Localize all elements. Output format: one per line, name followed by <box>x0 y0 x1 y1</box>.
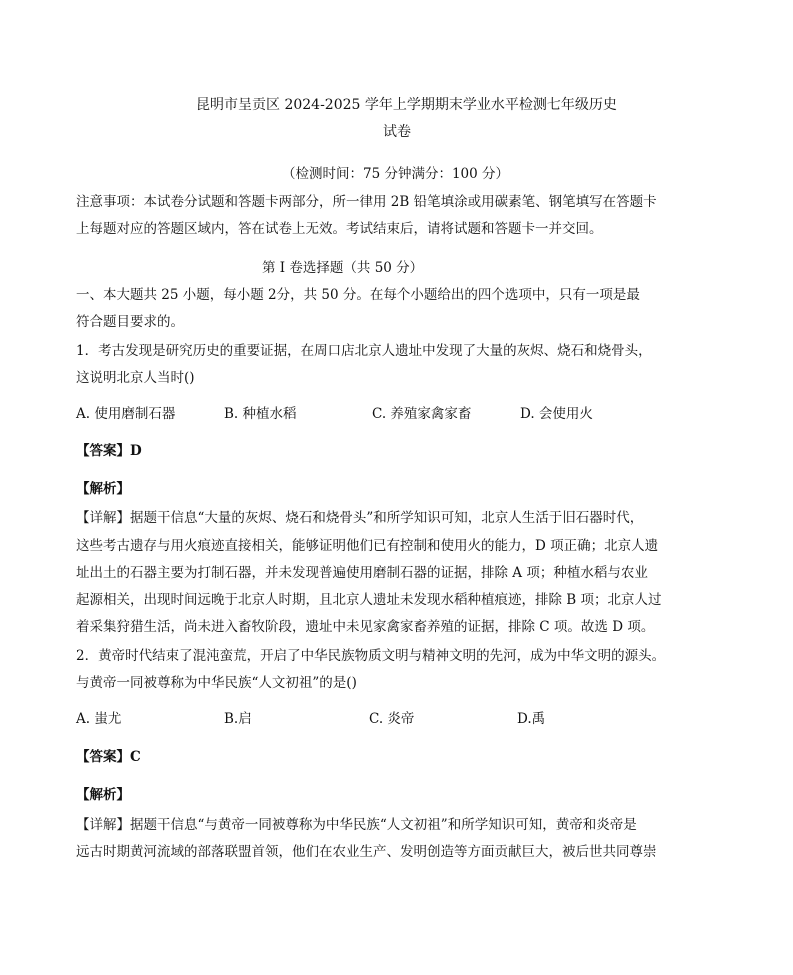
q1-option-a: A. 使用磨制石器 <box>76 406 176 422</box>
q2-option-a: A. 蚩尤 <box>76 711 122 727</box>
exam-title-line1: 昆明市呈贡区 2024-2025 学年上学期期末学业水平检测七年级历史 <box>196 97 617 113</box>
q2-detail-line-2: 远古时期黄河流域的部落联盟首领，他们在农业生产、发明创造等方面贡献巨大，被后世共同尊崇 <box>76 844 657 860</box>
q1-detail-line-4: 起源相关，出现时间远晚于北京人时期，且北京人遗址未发现水稻种植痕迹，排除 B 项；北京人过 <box>76 592 662 608</box>
q2-answer: 【答案】C <box>76 749 141 765</box>
q1-stem-line-2: 这说明北京人当时() <box>76 370 195 386</box>
q2-option-d: D.禹 <box>517 711 546 727</box>
section-instruction-line-1: 一、本大题共 25 小题，每小题 2分，共 50 分。在每个小题给出的四个选项中，只有一项是最 <box>76 287 640 303</box>
notice-line-1: 注意事项：本试卷分试题和答题卡两部分，所一律用 2B 铅笔填涂或用碳素笔、钢笔填写在答题卡 <box>76 194 657 210</box>
q1-option-c: C. 养殖家禽家畜 <box>372 406 472 422</box>
q2-stem-line-1: 2．黄帝时代结束了混沌蛮荒，开启了中华民族物质文明与精神文明的先河，成为中华文明的源头。 <box>76 648 666 664</box>
q2-option-c: C. 炎帝 <box>369 711 415 727</box>
q1-answer: 【答案】D <box>76 443 142 459</box>
exam-title-line2: 试卷 <box>383 124 411 140</box>
q1-option-b: B. 种植水稻 <box>224 406 297 422</box>
section-instruction-line-2: 符合题目要求的。 <box>76 314 184 330</box>
exam-info: （检测时间：75 分钟满分：100 分） <box>282 166 510 182</box>
notice-line-2: 上每题对应的答题区域内，答在试卷上无效。考试结束后，请将试题和答题卡一并交回。 <box>76 221 603 237</box>
q2-detail-line-1: 【详解】据题干信息“与黄帝一同被尊称为中华民族“人文初祖”和所学知识可知，黄帝和炎帝是 <box>76 817 637 833</box>
q1-detail-line-2: 这些考古遗存与用火痕迹直接相关，能够证明他们已有控制和使用火的能力，D 项正确；北京人遗 <box>76 538 659 554</box>
q1-detail-line-5: 着采集狩猎生活，尚未进入畜牧阶段，遗址中未见家禽家畜养殖的证据，排除 C 项。故选 D 项。 <box>76 619 655 635</box>
q1-analysis-label: 【解析】 <box>76 481 130 497</box>
section-title: 第 I 卷选择题（共 50 分） <box>262 260 424 276</box>
q1-option-d: D. 会使用火 <box>520 406 593 422</box>
q1-stem-line-1: 1．考古发现是研究历史的重要证据，在周口店北京人遗址中发现了大量的灰烬、烧石和烧骨头， <box>76 343 652 359</box>
q2-option-b: B.启 <box>224 711 252 727</box>
q2-analysis-label: 【解析】 <box>76 787 130 803</box>
q2-stem-line-2: 与黄帝一同被尊称为中华民族“人文初祖”的是() <box>76 675 357 691</box>
q1-detail-line-1: 【详解】据题干信息“大量的灰烬、烧石和烧骨头”和所学知识可知，北京人生活于旧石器时代， <box>76 510 644 526</box>
q1-detail-line-3: 址出土的石器主要为打制石器，并未发现普遍使用磨制石器的证据，排除 A 项；种植水稻与农业 <box>76 565 648 581</box>
